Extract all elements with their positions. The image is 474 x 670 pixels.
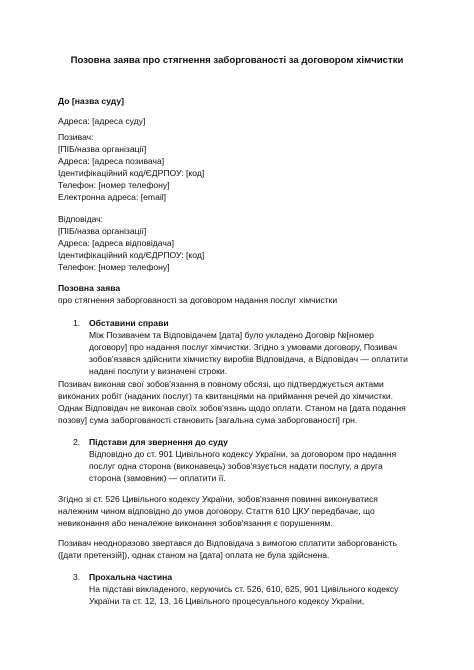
paragraph-line: позову] сума заборгованості становить [загальна сума заборгованості] грн. (58, 415, 358, 425)
section-3-number: 3. (73, 572, 81, 582)
section-2-number: 2. (73, 437, 81, 447)
plaintiff-block (58, 131, 418, 203)
section-2-title: Підстави для звернення до суду (89, 437, 228, 447)
paragraph-line: Однак Відповідач не виконав своїх зобов'язань щодо оплати. Станом на [дата подання (58, 403, 406, 413)
section-2-line: послуг одна сторона (виконавець) зобов'язується надати послугу, а друга (89, 461, 383, 471)
paragraph-law (58, 493, 418, 529)
document-title: Позовна заява про стягнення заборгованості за договором хімчистки (70, 55, 404, 66)
plaintiff-name: [ПІБ/назва організації] (58, 144, 147, 154)
plaintiff-phone: Телефон: [номер телефону] (58, 180, 170, 190)
section-1-line: зобов'язався здійснити хімчистку виробів Відповідача, а Відповідач — оплатити (89, 354, 408, 364)
section-3-line: На підставі викладеного, керуючись ст. 526, 610, 625, 901 Цивільного кодексу (89, 584, 399, 594)
section-1-number: 1. (73, 318, 81, 328)
plaintiff-email: Електронна адреса: [email] (58, 192, 167, 202)
paragraph-line: Позивач неодноразово звертався до Відповідача з вимогою сплатити заборгованість (58, 538, 397, 548)
paragraph-claims (58, 537, 418, 561)
paragraph-line: Згідно зі ст. 526 Цивільного кодексу України, зобов'язання повинні виконуватися (58, 494, 378, 504)
court-line: До [назва суду] (58, 96, 124, 106)
paragraph-line: виконаних робіт (наданих послуг) та квитанціями на приймання речей до хімчистки. (58, 391, 394, 401)
paragraph-line: ([дати претензій]), однак станом на [дата] оплата не була здійснена. (58, 550, 330, 560)
section-1-body (89, 329, 409, 377)
section-1-line: Між Позивачем та Відповідачем [дата] було укладено Договір №[номер (89, 330, 374, 340)
section-3-title: Прохальна частина (89, 572, 173, 582)
paragraph-line: належним чином відповідно до умов договору. Стаття 610 ЦКУ передбачає, що (58, 506, 375, 516)
paragraph-line: невиконання або неналежне виконання зобов'язання є порушенням. (58, 518, 333, 528)
plaintiff-label: Позивач: (58, 132, 94, 142)
section-3-line: України та ст. 12, 13, 16 Цивільного процесуального кодексу України, (89, 596, 365, 606)
plaintiff-address: Адреса: [адреса позивача] (58, 156, 165, 166)
section-2-line: сторона (замовник) — оплатити її. (89, 473, 226, 483)
defendant-name: [ПІБ/назва організації] (58, 226, 147, 236)
section-1-title: Обставини справи (89, 318, 169, 328)
defendant-label: Відповідач: (58, 214, 104, 224)
defendant-block (58, 213, 418, 273)
defendant-code: Ідентифікаційний код/ЄДРПОУ: [код] (58, 250, 205, 260)
section-1-line: договору] про надання послуг хімчистки. Згідно з умовами договору, Позивач (89, 342, 398, 352)
claim-subheading: про стягнення заборгованості за договором надання послуг хімчистки (58, 295, 338, 305)
paragraph-line: Позивач виконав свої зобов'язання в повному обсязі, що підтверджується актами (58, 379, 384, 389)
claim-heading: Позовна заява (58, 283, 121, 293)
court-address: Адреса: [адреса суду] (58, 116, 146, 126)
section-2-line: Відповідно до ст. 901 Цивільного кодексу України, за договором про надання (89, 449, 397, 459)
section-1-line: надані послуги у визначені строки. (89, 366, 228, 376)
defendant-address: Адреса: [адреса відповідача] (58, 238, 175, 248)
plaintiff-code: Ідентифікаційний код/ЄДРПОУ: [код] (58, 168, 205, 178)
section-2-body (89, 448, 409, 484)
paragraph-performance (58, 378, 418, 426)
defendant-phone: Телефон: [номер телефону] (58, 262, 170, 272)
section-3-body (89, 583, 409, 607)
